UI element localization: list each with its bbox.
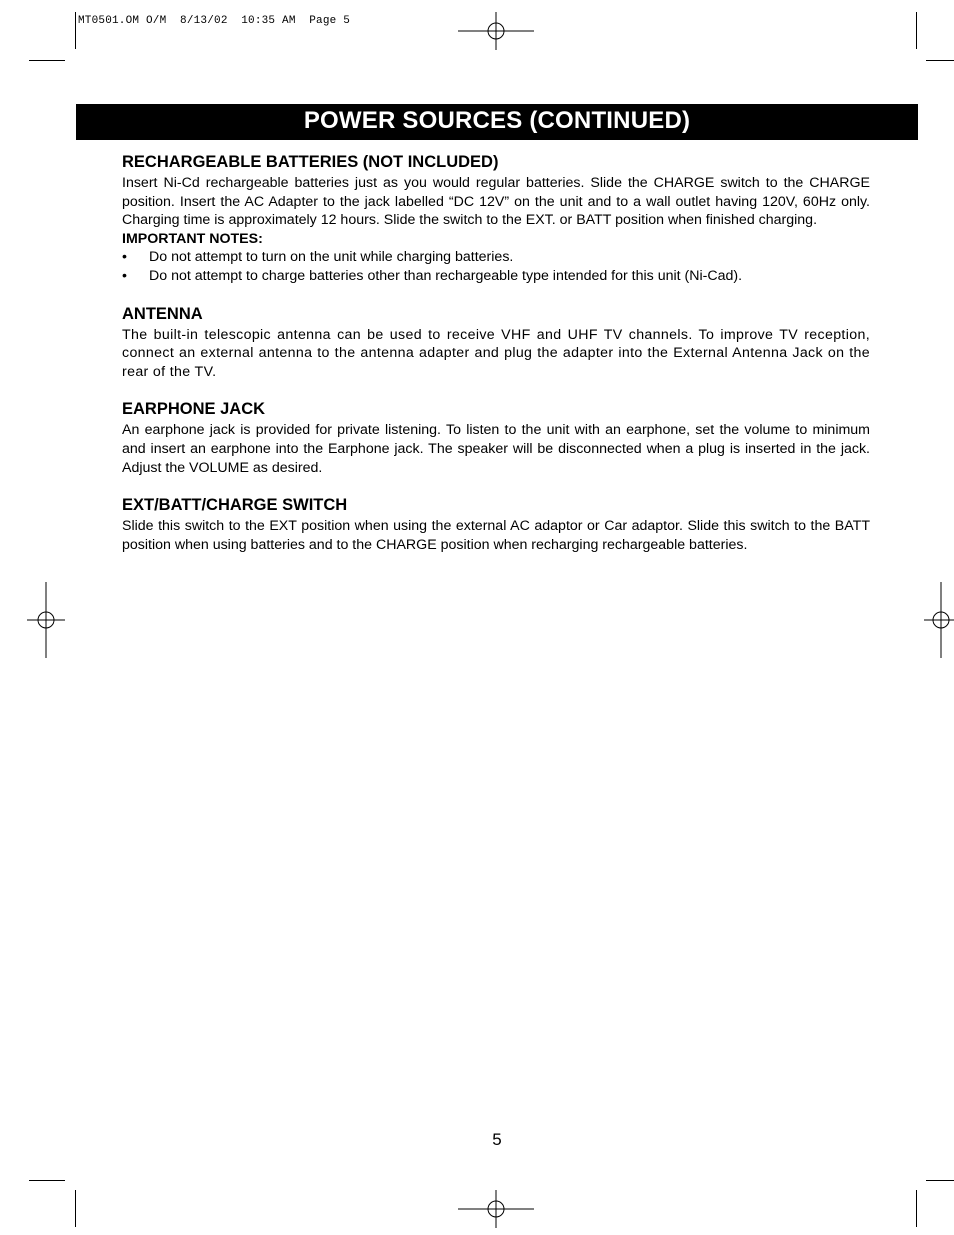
crop-mark (29, 1180, 65, 1181)
section-heading: EXT/BATT/CHARGE SWITCH (122, 496, 348, 515)
important-notes-heading: IMPORTANT NOTES: (122, 230, 263, 247)
list-item (122, 267, 870, 286)
note-text: Do not attempt to charge batteries other than rechargeable type intended for this unit (Ni-Cad). (149, 267, 743, 284)
section-heading: RECHARGEABLE BATTERIES (NOT INCLUDED) (122, 153, 499, 171)
main-content (122, 152, 870, 572)
print-slug: MT0501.OM O/M 8/13/02 10:35 AM Page 5 (78, 15, 351, 27)
notes-list (122, 248, 870, 285)
page-number: 5 (492, 1130, 502, 1149)
section-body: Slide this switch to the EXT position when using the external AC adaptor or Car adaptor. Slide this switch to the BATT position when using batteries and to the CHARGE position when recharging rechargeable batteries. (122, 518, 870, 553)
crop-mark (75, 12, 76, 49)
bullet-icon: • (122, 249, 127, 266)
crop-mark (75, 1190, 76, 1227)
section-ext-batt-charge-switch (122, 495, 870, 554)
crop-mark (926, 60, 954, 61)
crop-mark (916, 12, 917, 49)
section-body: Insert Ni-Cd rechargeable batteries just as you would regular batteries. Slide the CHARGE switch to the CHARGE position. Insert the AC Adapter to the jack labelled “DC 12V” on the unit and to a wall outlet having 120V, 60Hz only. Charging time is approximately 12 hours. Slide the switch to the EXT. or BATT position when finished charging. (122, 175, 870, 229)
section-rechargeable-batteries (122, 152, 870, 286)
list-item (122, 248, 870, 267)
section-earphone-jack (122, 399, 870, 477)
bullet-icon: • (122, 267, 127, 284)
title-bar (76, 104, 918, 140)
section-body: An earphone jack is provided for private listening. To listen to the unit with an earphone, set the volume to minimum and insert an earphone into the Earphone jack. The speaker will be disconnected when a plug is inserted in the jack. Adjust the VOLUME as desired. (122, 422, 870, 476)
registration-mark-icon (458, 1190, 534, 1228)
crop-mark (926, 1180, 954, 1181)
registration-mark-icon (458, 12, 534, 50)
crop-mark (916, 1190, 917, 1227)
section-antenna (122, 304, 870, 382)
note-text: Do not attempt to turn on the unit while charging batteries. (149, 249, 514, 266)
section-heading: ANTENNA (122, 304, 203, 323)
page-title: POWER SOURCES (CONTINUED) (303, 107, 691, 134)
registration-mark-icon (924, 582, 954, 658)
section-body: The built-in telescopic antenna can be used to receive VHF and UHF TV channels. To improve TV reception, connect an external antenna to the antenna adapter and plug the adapter into the External Antenna Jack on the rear of the TV. (122, 326, 870, 380)
registration-mark-icon (27, 582, 65, 658)
crop-mark (29, 60, 65, 61)
section-heading: EARPHONE JACK (122, 400, 266, 419)
